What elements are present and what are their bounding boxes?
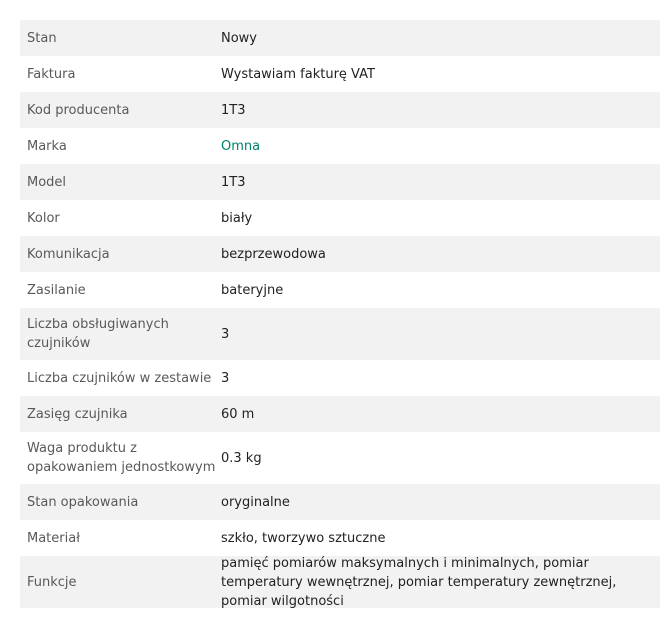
spec-label: Model bbox=[27, 174, 67, 190]
brand-link[interactable]: Omna bbox=[221, 138, 261, 154]
spec-label: Kod producenta bbox=[27, 102, 130, 118]
spec-label: Marka bbox=[27, 138, 67, 154]
spec-label: Kolor bbox=[27, 210, 60, 226]
spec-row-faktura bbox=[20, 56, 660, 92]
spec-row-liczba-obslugiwanych bbox=[20, 308, 660, 360]
spec-value: 3 bbox=[221, 370, 230, 386]
spec-row-material bbox=[20, 520, 660, 556]
spec-value: pamięć pomiarów maksymalnych i minimalnych, pomiar temperatury wewnętrznej, pomiar temperatury zewnętrznej, pomiar wilgotności bbox=[221, 555, 617, 609]
spec-value: Wystawiam fakturę VAT bbox=[221, 66, 375, 82]
spec-label: Komunikacja bbox=[27, 246, 110, 262]
spec-value: 1T3 bbox=[221, 102, 246, 118]
spec-value: bezprzewodowa bbox=[221, 246, 326, 262]
spec-value: Nowy bbox=[221, 30, 258, 46]
spec-row-marka bbox=[20, 128, 660, 164]
spec-row-stan bbox=[20, 20, 660, 56]
spec-label: Faktura bbox=[27, 66, 76, 82]
spec-value: biały bbox=[221, 210, 253, 226]
spec-row-kod-producenta bbox=[20, 92, 660, 128]
spec-label: Zasilanie bbox=[27, 282, 86, 298]
spec-label: Liczba czujników w zestawie bbox=[27, 370, 212, 386]
spec-label: Materiał bbox=[27, 530, 80, 546]
product-parameters-table bbox=[20, 20, 660, 608]
spec-row-stan-opakowania bbox=[20, 484, 660, 520]
spec-value: oryginalne bbox=[221, 494, 290, 510]
spec-value: 1T3 bbox=[221, 174, 246, 190]
spec-label: Zasięg czujnika bbox=[27, 406, 128, 422]
spec-value: szkło, tworzywo sztuczne bbox=[221, 530, 386, 546]
spec-value: bateryjne bbox=[221, 282, 284, 298]
spec-row-komunikacja bbox=[20, 236, 660, 272]
spec-label: Stan opakowania bbox=[27, 494, 139, 510]
spec-label: Waga produktu z opakowaniem jednostkowym bbox=[27, 441, 216, 475]
spec-row-zasieg bbox=[20, 396, 660, 432]
spec-row-liczba-w-zestawie bbox=[20, 360, 660, 396]
spec-label: Liczba obsługiwanych czujników bbox=[27, 317, 169, 351]
spec-label: Stan bbox=[27, 30, 57, 46]
spec-value: 0.3 kg bbox=[221, 450, 262, 466]
spec-value: 3 bbox=[221, 326, 230, 342]
spec-row-model bbox=[20, 164, 660, 200]
spec-row-kolor bbox=[20, 200, 660, 236]
spec-value: 60 m bbox=[221, 406, 255, 422]
spec-row-zasilanie bbox=[20, 272, 660, 308]
spec-label: Funkcje bbox=[27, 574, 77, 590]
spec-row-waga bbox=[20, 432, 660, 484]
spec-row-funkcje bbox=[20, 556, 660, 608]
